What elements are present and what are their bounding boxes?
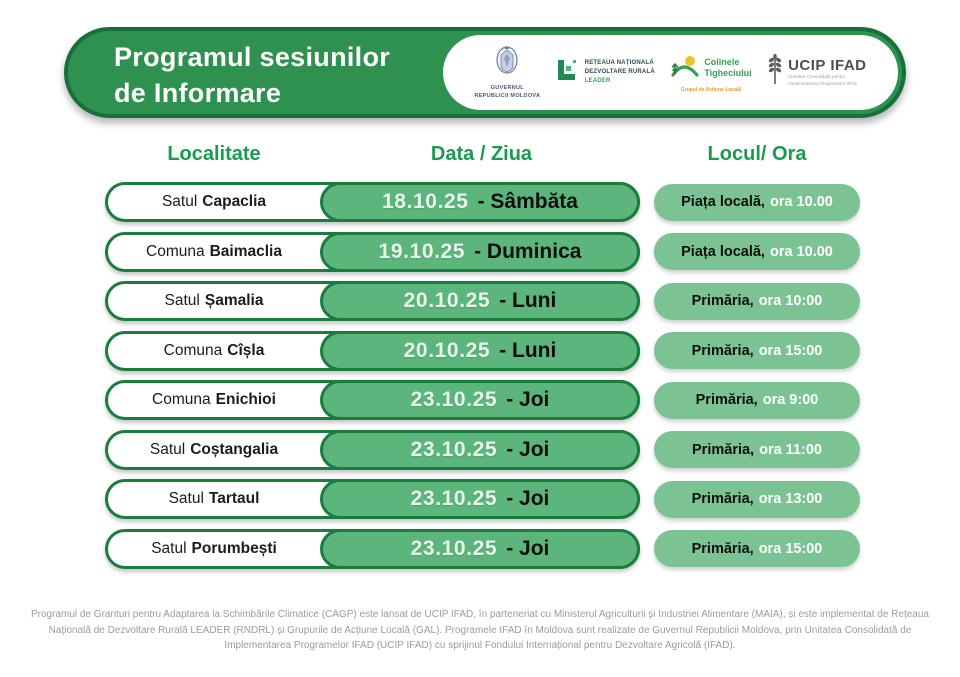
locality-prefix: Comuna <box>152 391 211 408</box>
place-value: Primăria, <box>695 392 758 408</box>
locality-name: Baimaclia <box>209 242 282 260</box>
locality-name: Enichioi <box>215 391 276 408</box>
page-title <box>114 40 390 112</box>
date-cell <box>320 182 640 222</box>
locality-prefix: Satul <box>161 193 198 210</box>
date-cell <box>320 281 640 321</box>
locality-name: Cîșla <box>227 341 265 359</box>
locality-cell <box>108 185 320 219</box>
time-value: ora 10.00 <box>769 243 833 260</box>
locality-cell <box>108 532 320 566</box>
time-value: ora 10.00 <box>769 194 833 210</box>
locality-prefix: Satul <box>168 490 204 507</box>
locality-cell <box>108 383 320 417</box>
date-value: 20.10.25 <box>403 338 491 362</box>
column-header-data-ziua: Data / Ziua <box>430 143 533 165</box>
logo-government <box>474 45 540 101</box>
table-row <box>105 232 860 272</box>
locality-name: Tartaul <box>208 490 260 507</box>
header-banner <box>64 27 906 118</box>
day-value: - Joi <box>506 437 550 461</box>
place-pill <box>654 530 860 567</box>
locality-prefix: Comuna <box>146 242 205 260</box>
place-pill <box>654 184 860 221</box>
date-cell <box>320 430 640 470</box>
locality-name: Capaclia <box>202 193 267 210</box>
logo-gal-colinele <box>670 53 751 93</box>
time-value: ora 9:00 <box>762 392 819 408</box>
row-main-pill <box>105 380 640 420</box>
date-cell <box>320 380 640 420</box>
logo-ucip-ifad <box>767 54 866 91</box>
locality-prefix: Satul <box>164 292 200 309</box>
date-value: 20.10.25 <box>403 289 491 312</box>
day-value: - Luni <box>499 289 557 312</box>
column-header-localitate: Localitate <box>167 143 261 165</box>
row-main-pill <box>105 232 640 272</box>
page-title-line1: Programul sesiunilor <box>114 42 391 72</box>
date-cell <box>320 479 640 519</box>
locality-name: Șamalia <box>204 292 264 309</box>
time-value: ora 15:00 <box>758 342 823 359</box>
table-row <box>105 331 860 371</box>
column-header-locul-ora: Locul/ Ora <box>707 143 807 165</box>
table-row <box>105 281 860 321</box>
table-row <box>105 529 860 569</box>
time-value: ora 10:00 <box>758 293 823 309</box>
hills-sun-tree-icon <box>670 53 700 84</box>
table-row <box>105 430 860 470</box>
logo-rndrl <box>556 58 655 87</box>
place-value: Primăria, <box>692 441 755 458</box>
locality-cell <box>108 334 320 368</box>
row-main-pill <box>105 430 640 470</box>
row-main-pill <box>105 331 640 371</box>
rows <box>105 182 860 569</box>
row-main-pill <box>105 479 640 519</box>
day-value: - Joi <box>506 536 550 560</box>
place-value: Primăria, <box>691 491 754 507</box>
footer-disclaimer: Programul de Granturi pentru Adaptarea la Schimbările Climatice (CAGP) este lansat de UCIP IFAD, în parteneriat cu Ministerul Agriculturii și Industriei Alimentare (MAIA), și este implementat de Rețeaua Națională de Dezvoltare Rurală LEADER (RNDRL) și Grupurile de Acțiune Locală (GAL). Programele IFAD în Moldova sunt realizate de Guvernul Republicii Moldova, prin Unitatea Consolidată de Implementarea Programelor IFAD (UCIP IFAD) cu sprijinul Fondului Internațional pentru Dezvoltare Agricolă (IFAD). <box>31 609 929 651</box>
place-pill <box>654 332 860 369</box>
wheat-icon <box>767 54 783 91</box>
place-value: Piața locală, <box>681 243 765 260</box>
date-value: 23.10.25 <box>410 388 498 411</box>
place-pill <box>654 283 860 320</box>
time-value: ora 11:00 <box>759 441 822 458</box>
locality-prefix: Comuna <box>163 341 223 359</box>
day-value: - Sâmbăta <box>477 190 578 213</box>
place-value: Primăria, <box>691 342 754 359</box>
locality-name: Porumbești <box>191 539 277 557</box>
page-title-line2: de Informare <box>114 77 282 108</box>
date-value: 23.10.25 <box>410 487 498 510</box>
locality-cell <box>108 433 320 467</box>
time-value: ora 15:00 <box>758 540 823 557</box>
locality-prefix: Satul <box>151 539 187 557</box>
row-main-pill <box>105 529 640 569</box>
table-row <box>105 479 860 519</box>
locality-cell <box>108 482 320 516</box>
day-value: - Joi <box>506 487 550 510</box>
place-pill <box>654 382 860 419</box>
ucip-logo-text: UCIP IFAD Unitatea Consolidată pentru Implementarea Programelor IFAD <box>788 57 867 86</box>
moldova-coat-of-arms-icon <box>494 45 520 82</box>
place-pill <box>654 431 860 468</box>
gal-logo-subtitle: Grupul de Acțiune Locală <box>680 86 742 93</box>
day-value: - Duminica <box>474 239 582 263</box>
day-value: - Joi <box>506 388 550 411</box>
rndrl-logo-text: REȚEAUA NAȚIONALĂ DEZVOLTARE RURALĂ LEADER <box>584 60 655 84</box>
locality-prefix: Satul <box>149 440 186 458</box>
date-cell <box>320 331 640 371</box>
logos-panel <box>443 35 898 110</box>
date-cell <box>320 232 640 272</box>
place-value: Primăria, <box>691 540 754 557</box>
table-column-headers <box>105 143 860 166</box>
place-value: Primăria, <box>691 293 754 309</box>
day-value: - Luni <box>499 338 557 362</box>
government-logo-text: GUVERNUL REPUBLICII MOLDOVA <box>474 84 541 99</box>
row-main-pill <box>105 281 640 321</box>
place-pill <box>654 481 860 518</box>
locality-cell <box>108 284 320 318</box>
table-row <box>105 182 860 222</box>
date-cell <box>320 529 640 569</box>
table-row <box>105 380 860 420</box>
place-value: Piața locală, <box>681 194 765 210</box>
time-value: ora 13:00 <box>758 491 823 507</box>
gal-logo-name: Colinele Tigheciului <box>704 57 752 78</box>
leader-network-icon <box>556 58 580 87</box>
row-main-pill <box>105 182 640 222</box>
locality-name: Coștangalia <box>190 440 279 458</box>
date-value: 18.10.25 <box>382 190 469 213</box>
date-value: 19.10.25 <box>378 239 466 263</box>
locality-cell <box>108 235 320 269</box>
date-value: 23.10.25 <box>410 536 498 560</box>
place-pill <box>654 233 860 270</box>
date-value: 23.10.25 <box>410 437 498 461</box>
